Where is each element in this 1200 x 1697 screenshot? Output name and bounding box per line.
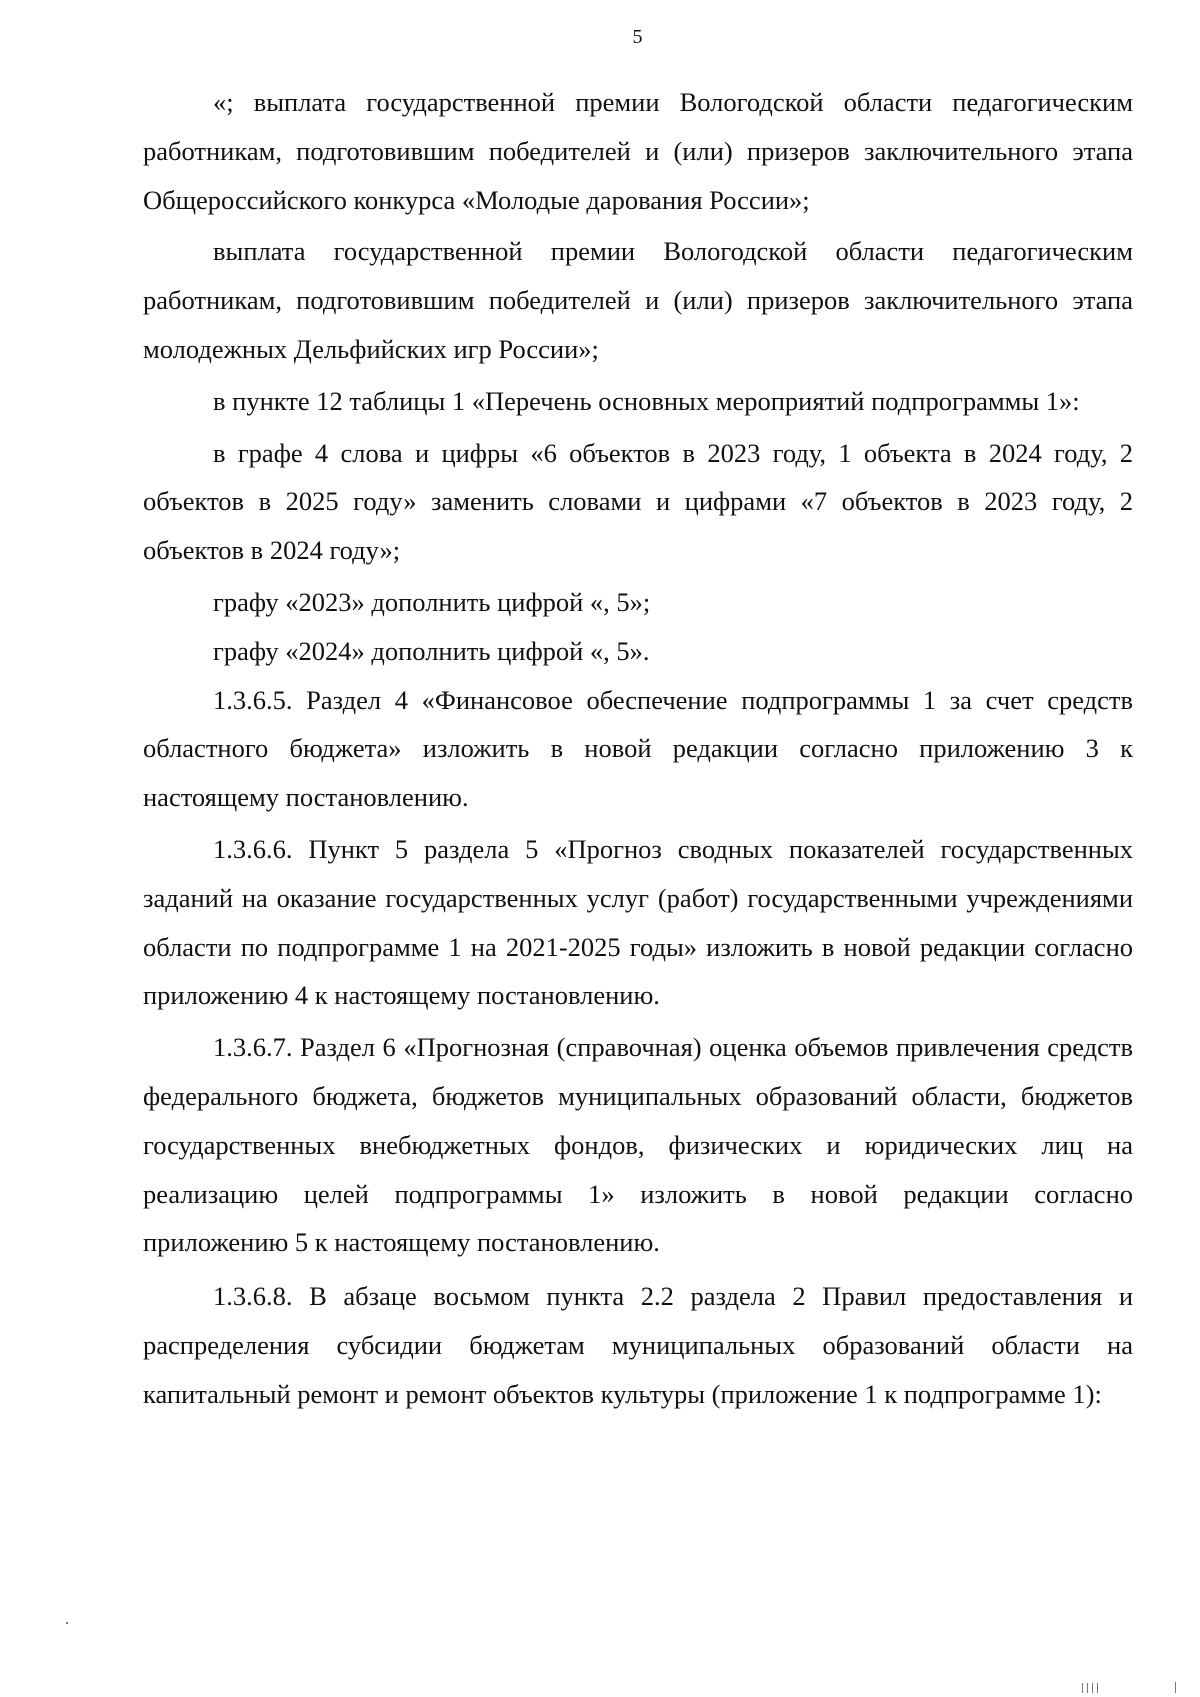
scan-artifact	[1082, 1683, 1083, 1693]
paragraph-column-4-replace: в графе 4 слова и цифры «6 объектов в 2023 году, 1 объекта в 2024 году, 2 объектов в 2025 году» заменить словами и цифрами «7 объектов в 2023 году, 2 объектов в 2024 году»;	[143, 437, 1133, 566]
paragraph-1-3-6-6: 1.3.6.6. Пункт 5 раздела 5 «Прогноз сводных показателей государственных заданий на оказание государственных услуг (работ) государственными учреждениями области по подпрограмме 1 на 2021-2025 годы» изложить в новой редакции согласно приложению 4 к настоящему постановлению.	[143, 833, 1133, 1011]
page-number: 5	[632, 26, 643, 48]
paragraph-premium-young-talents: «; выплата государственной премии Вологодской области педагогическим работникам, подготовившим победителей и (или) призеров заключительного этапа Общероссийского конкурса «Молодые дарования России»;	[143, 87, 1133, 215]
scan-artifact	[1175, 1682, 1176, 1693]
document-body	[143, 78, 1133, 1419]
paragraph-column-2023: графу «2023» дополнить цифрой «, 5»;	[213, 586, 651, 617]
paragraph-1-3-6-8: 1.3.6.8. В абзаце восьмом пункта 2.2 раздела 2 Правил предоставления и распределения субсидии бюджетам муниципальных образований области на капитальный ремонт и ремонт объектов культуры (приложение 1 к подпрограмме 1):	[143, 1281, 1133, 1409]
scan-artifact	[66, 1622, 68, 1624]
paragraph-table-point-12: в пункте 12 таблицы 1 «Перечень основных мероприятий подпрограммы 1»:	[213, 385, 1080, 416]
paragraph-column-2024: графу «2024» дополнить цифрой «, 5».	[213, 635, 650, 666]
scan-artifact	[1097, 1683, 1098, 1693]
paragraph-1-3-6-7: 1.3.6.7. Раздел 6 «Прогнозная (справочная) оценка объемов привлечения средств федерального бюджета, бюджетов муниципальных образований области, бюджетов государственных внебюджетных фондов, физических и юридических лиц на реализацию целей подпрограммы 1» изложить в новой редакции согласно приложению 5 к настоящему постановлению.	[143, 1032, 1133, 1258]
scan-artifact	[1087, 1683, 1088, 1693]
paragraph-premium-delphic-games: выплата государственной премии Вологодской области педагогическим работникам, подготовившим победителей и (или) призеров заключительного этапа молодежных Дельфийских игр России»;	[143, 236, 1133, 364]
scan-artifact	[1092, 1683, 1093, 1693]
paragraph-1-3-6-5: 1.3.6.5. Раздел 4 «Финансовое обеспечение подпрограммы 1 за счет средств областного бюджета» изложить в новой редакции согласно приложению 3 к настоящему постановлению.	[143, 684, 1133, 813]
